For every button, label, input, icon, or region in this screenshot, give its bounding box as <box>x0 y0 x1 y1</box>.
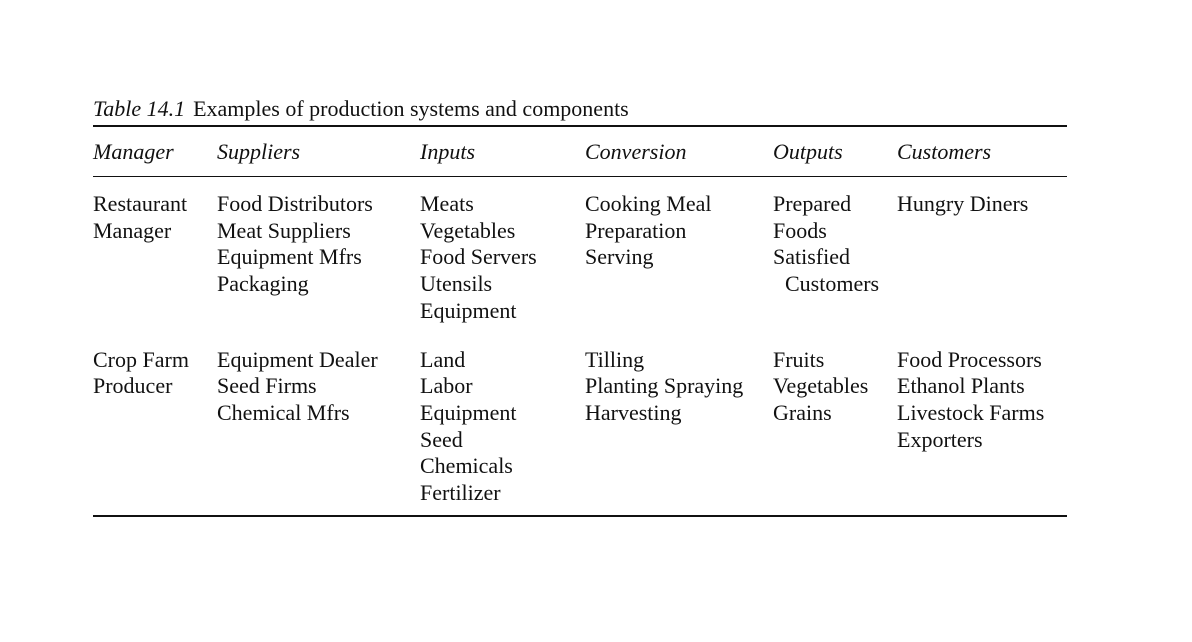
cell-line: Seed Firms <box>217 373 317 399</box>
cell-line: Preparation <box>585 217 687 243</box>
cell-line: Exporters <box>897 426 983 452</box>
cell-line: Foods <box>773 217 827 243</box>
cell-line: Chemical Mfrs <box>217 399 350 425</box>
cell-line: Equipment <box>420 399 517 425</box>
cell-line: Equipment Dealer <box>217 346 378 372</box>
cell-line: Food Servers <box>420 244 537 270</box>
cell-line: Vegetables <box>420 217 516 243</box>
cell-conversion <box>585 177 773 325</box>
data-table <box>93 127 1067 515</box>
cell-line: Prepared <box>773 191 852 216</box>
cell-line: Serving <box>585 244 654 270</box>
cell-line: Customers <box>785 271 880 297</box>
cell-line: Equipment Mfrs <box>217 244 362 270</box>
cell-line: Satisfied <box>773 244 850 270</box>
cell-line: Vegetables <box>773 373 869 399</box>
cell-line: Crop Farm <box>93 346 189 372</box>
cell-line: Livestock Farms <box>897 399 1045 425</box>
cell-line: Cooking Meal <box>585 191 712 216</box>
cell-line: Meats <box>420 191 474 216</box>
cell-customers <box>897 325 1067 515</box>
table-caption <box>93 95 1067 125</box>
cell-inputs <box>420 177 585 325</box>
cell-line: Chemicals <box>420 453 513 479</box>
cell-line: Planting Spraying <box>585 373 744 399</box>
cell-line: Equipment <box>420 297 517 323</box>
cell-line: Food Processors <box>897 346 1042 372</box>
cell-line: Ethanol Plants <box>897 373 1025 399</box>
cell-outputs <box>773 177 897 325</box>
production-systems-table <box>93 95 1067 517</box>
cell-line: Seed <box>420 426 463 452</box>
cell-suppliers <box>217 325 420 515</box>
cell-line: Food Distributors <box>217 191 373 216</box>
bottom-rule <box>93 515 1067 517</box>
table-row <box>93 177 1067 325</box>
cell-line: Land <box>420 346 466 372</box>
cell-line: Meat Suppliers <box>217 217 351 243</box>
header-manager: Manager <box>93 139 174 164</box>
cell-line: Producer <box>93 373 173 399</box>
cell-line: Harvesting <box>585 399 682 425</box>
cell-line: Tilling <box>585 346 645 372</box>
cell-line: Grains <box>773 399 832 425</box>
cell-line: Hungry Diners <box>897 191 1029 216</box>
table-title: Examples of production systems and components <box>193 96 629 121</box>
header-outputs: Outputs <box>773 139 843 164</box>
table-number: Table 14.1 <box>93 96 186 121</box>
cell-inputs <box>420 325 585 515</box>
header-customers: Customers <box>897 139 992 164</box>
cell-line: Manager <box>93 217 172 243</box>
cell-line: Fruits <box>773 346 825 372</box>
cell-line: Packaging <box>217 271 309 297</box>
cell-line: Fertilizer <box>420 480 501 506</box>
header-inputs: Inputs <box>420 139 475 164</box>
cell-manager <box>93 177 217 325</box>
cell-outputs <box>773 325 897 515</box>
header-row <box>93 127 1067 176</box>
cell-suppliers <box>217 177 420 325</box>
cell-conversion <box>585 325 773 515</box>
cell-line: Labor <box>420 373 473 399</box>
cell-line: Utensils <box>420 271 493 297</box>
cell-line: Restaurant <box>93 191 188 216</box>
header-conversion: Conversion <box>585 139 687 164</box>
table-row <box>93 325 1067 515</box>
header-suppliers: Suppliers <box>217 139 301 164</box>
cell-manager <box>93 325 217 515</box>
cell-customers <box>897 177 1067 325</box>
